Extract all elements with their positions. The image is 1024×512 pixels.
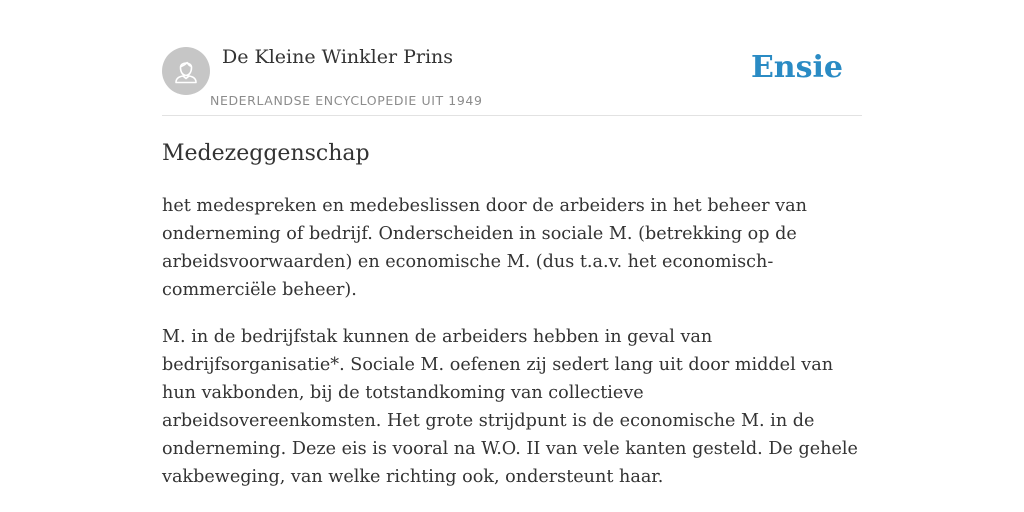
site-logo[interactable]: Ensie bbox=[750, 50, 843, 85]
article-paragraph-1: het medespreken en medebeslissen door de arbeiders in het beheer van onderneming of bedrijf. Onderscheiden in sociale M. (betrekking op de arbeidsvoorwaarden) en economische M. (dus t.a.v. het economisch-commerciële beheer). bbox=[162, 196, 807, 300]
page-header bbox=[162, 0, 862, 116]
article-title: Medezeggenschap bbox=[162, 141, 370, 166]
page-container bbox=[162, 0, 862, 487]
author-subtitle: NEDERLANDSE ENCYCLOPEDIE UIT 1949 bbox=[210, 93, 483, 108]
user-icon bbox=[162, 47, 210, 95]
author-name[interactable]: De Kleine Winkler Prins bbox=[222, 46, 454, 68]
article-paragraph-2: M. in de bedrijfstak kunnen de arbeiders hebben in geval van bedrijfsorganisatie*. Sociale M. oefenen zij sedert lang uit door middel van hun vakbonden, bij de totstandkoming van collectieve arbeidsovereenkomsten. Het grote strijdpunt is de economische M. in de onderneming. Deze eis is vooral na W.O. II van vele kanten gesteld. De gehele vakbeweging, van welke richting ook, ondersteunt haar. bbox=[162, 327, 858, 487]
